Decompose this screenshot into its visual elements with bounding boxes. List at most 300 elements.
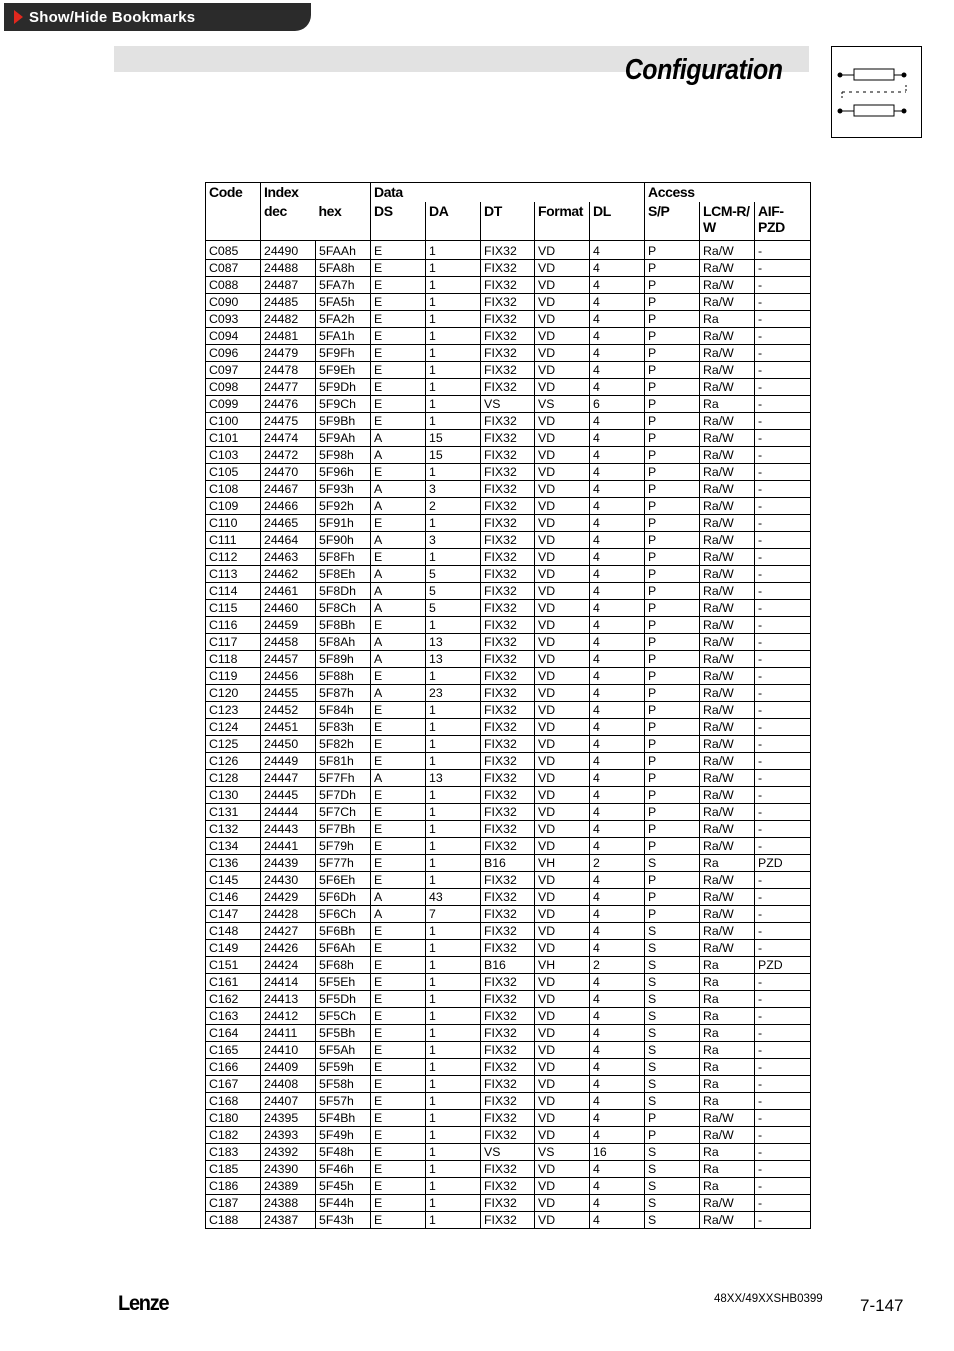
table-cell: FIX32 <box>481 838 535 855</box>
header-da: DA <box>426 202 481 241</box>
table-cell: - <box>755 294 811 311</box>
table-cell: 5FAAh <box>316 241 371 260</box>
table-cell: - <box>755 872 811 889</box>
table-cell: C148 <box>206 923 261 940</box>
table-cell: P <box>645 634 700 651</box>
table-cell: 1 <box>426 1059 481 1076</box>
table-cell: - <box>755 821 811 838</box>
table-cell: C165 <box>206 1042 261 1059</box>
table-cell: 24475 <box>261 413 316 430</box>
table-cell: 24410 <box>261 1042 316 1059</box>
table-cell: VD <box>535 311 590 328</box>
table-cell: C123 <box>206 702 261 719</box>
table-cell: P <box>645 379 700 396</box>
table-cell: 24427 <box>261 923 316 940</box>
table-cell: FIX32 <box>481 294 535 311</box>
table-cell: VS <box>535 396 590 413</box>
table-cell: 5F49h <box>316 1127 371 1144</box>
table-cell: FIX32 <box>481 1212 535 1229</box>
table-row <box>206 889 811 906</box>
table-cell: 4 <box>590 328 645 345</box>
table-cell: A <box>371 481 426 498</box>
table-cell: - <box>755 1008 811 1025</box>
table-cell: A <box>371 498 426 515</box>
header-code: Code <box>206 183 261 203</box>
table-cell: 5F92h <box>316 498 371 515</box>
table-cell: 4 <box>590 566 645 583</box>
table-cell: Ra/W <box>700 770 755 787</box>
table-cell: PZD <box>755 855 811 872</box>
table-cell: VD <box>535 906 590 923</box>
table-cell: 1 <box>426 1127 481 1144</box>
table-cell: C108 <box>206 481 261 498</box>
table-cell: VD <box>535 328 590 345</box>
table-cell: 24455 <box>261 685 316 702</box>
table-cell: FIX32 <box>481 413 535 430</box>
table-cell: Ra/W <box>700 651 755 668</box>
table-cell: VD <box>535 1178 590 1195</box>
table-cell: VD <box>535 1212 590 1229</box>
table-cell: 4 <box>590 787 645 804</box>
table-cell: 24393 <box>261 1127 316 1144</box>
table-body <box>206 241 811 1229</box>
table-cell: 1 <box>426 260 481 277</box>
table-cell: E <box>371 362 426 379</box>
table-cell: VD <box>535 702 590 719</box>
table-cell: FIX32 <box>481 974 535 991</box>
table-cell: 24485 <box>261 294 316 311</box>
table-cell: C097 <box>206 362 261 379</box>
table-cell: C119 <box>206 668 261 685</box>
table-cell: Ra/W <box>700 1195 755 1212</box>
table-cell: 5F48h <box>316 1144 371 1161</box>
table-cell: 24445 <box>261 787 316 804</box>
table-cell: 24466 <box>261 498 316 515</box>
table-cell: - <box>755 1178 811 1195</box>
table-row <box>206 532 811 549</box>
table-cell: 4 <box>590 1025 645 1042</box>
table-cell: 16 <box>590 1144 645 1161</box>
table-cell: 1 <box>426 1093 481 1110</box>
table-cell: E <box>371 345 426 362</box>
table-cell: 5F8Bh <box>316 617 371 634</box>
table-cell: 5F79h <box>316 838 371 855</box>
table-row <box>206 1110 811 1127</box>
table-cell: 1 <box>426 1076 481 1093</box>
table-cell: FIX32 <box>481 1195 535 1212</box>
table-cell: 4 <box>590 277 645 294</box>
table-cell: C131 <box>206 804 261 821</box>
table-cell: - <box>755 549 811 566</box>
table-cell: 24395 <box>261 1110 316 1127</box>
table-cell: 5F88h <box>316 668 371 685</box>
table-row <box>206 396 811 413</box>
table-row <box>206 702 811 719</box>
table-cell: FIX32 <box>481 566 535 583</box>
table-cell: 7 <box>426 906 481 923</box>
table-cell: 1 <box>426 804 481 821</box>
table-cell: PZD <box>755 957 811 974</box>
table-cell: 1 <box>426 940 481 957</box>
table-cell: 5F77h <box>316 855 371 872</box>
table-cell: 5F83h <box>316 719 371 736</box>
table-cell: FIX32 <box>481 430 535 447</box>
table-cell: 1 <box>426 1161 481 1178</box>
table-cell: 24429 <box>261 889 316 906</box>
table-cell: FIX32 <box>481 1127 535 1144</box>
table-cell: VD <box>535 651 590 668</box>
table-row <box>206 583 811 600</box>
table-cell: FIX32 <box>481 447 535 464</box>
table-cell: P <box>645 498 700 515</box>
table-cell: P <box>645 464 700 481</box>
table-cell: C163 <box>206 1008 261 1025</box>
table-cell: VD <box>535 770 590 787</box>
table-cell: - <box>755 651 811 668</box>
table-cell: 3 <box>426 532 481 549</box>
table-row <box>206 600 811 617</box>
table-cell: S <box>645 1212 700 1229</box>
table-cell: 5F81h <box>316 753 371 770</box>
table-cell: 4 <box>590 685 645 702</box>
table-cell: VD <box>535 430 590 447</box>
table-cell: Ra <box>700 1059 755 1076</box>
table-row <box>206 1008 811 1025</box>
table-cell: VD <box>535 362 590 379</box>
table-cell: - <box>755 804 811 821</box>
table-cell: FIX32 <box>481 668 535 685</box>
table-cell: VD <box>535 1195 590 1212</box>
table-cell: - <box>755 498 811 515</box>
table-cell: P <box>645 481 700 498</box>
table-cell: FIX32 <box>481 379 535 396</box>
table-cell: 4 <box>590 719 645 736</box>
table-row <box>206 328 811 345</box>
table-cell: Ra/W <box>700 447 755 464</box>
table-cell: FIX32 <box>481 651 535 668</box>
table-cell: VD <box>535 600 590 617</box>
table-cell: 1 <box>426 396 481 413</box>
table-cell: 4 <box>590 1059 645 1076</box>
header-aif: AIF-PZD <box>755 202 811 241</box>
table-cell: 1 <box>426 311 481 328</box>
table-cell: VS <box>481 1144 535 1161</box>
table-cell: C128 <box>206 770 261 787</box>
table-cell: 24450 <box>261 736 316 753</box>
table-cell: Ra/W <box>700 277 755 294</box>
table-cell: - <box>755 685 811 702</box>
table-cell: 4 <box>590 651 645 668</box>
table-cell: S <box>645 1093 700 1110</box>
table-cell: C146 <box>206 889 261 906</box>
table-cell: 4 <box>590 702 645 719</box>
table-cell: S <box>645 923 700 940</box>
table-cell: S <box>645 1076 700 1093</box>
table-cell: C183 <box>206 1144 261 1161</box>
table-cell: E <box>371 277 426 294</box>
table-row <box>206 821 811 838</box>
table-cell: E <box>371 702 426 719</box>
table-cell: P <box>645 430 700 447</box>
table-cell: 24413 <box>261 991 316 1008</box>
table-cell: VD <box>535 1161 590 1178</box>
table-cell: VD <box>535 294 590 311</box>
table-cell: - <box>755 277 811 294</box>
table-cell: 4 <box>590 1178 645 1195</box>
table-row <box>206 1144 811 1161</box>
table-row <box>206 940 811 957</box>
table-cell: VD <box>535 872 590 889</box>
table-cell: C167 <box>206 1076 261 1093</box>
table-cell: - <box>755 753 811 770</box>
table-cell: C151 <box>206 957 261 974</box>
table-cell: 5F96h <box>316 464 371 481</box>
table-cell: FIX32 <box>481 532 535 549</box>
table-cell: S <box>645 1144 700 1161</box>
table-cell: E <box>371 1144 426 1161</box>
table-cell: VD <box>535 549 590 566</box>
table-cell: - <box>755 396 811 413</box>
table-cell: FIX32 <box>481 311 535 328</box>
table-cell: E <box>371 1212 426 1229</box>
table-cell: 1 <box>426 345 481 362</box>
table-cell: FIX32 <box>481 753 535 770</box>
table-cell: 24481 <box>261 328 316 345</box>
table-cell: VD <box>535 838 590 855</box>
table-cell: FIX32 <box>481 821 535 838</box>
table-cell: 4 <box>590 241 645 260</box>
table-cell: E <box>371 668 426 685</box>
table-cell: Ra/W <box>700 1127 755 1144</box>
table-cell: P <box>645 821 700 838</box>
table-row <box>206 430 811 447</box>
table-cell: FIX32 <box>481 549 535 566</box>
table-cell: FIX32 <box>481 481 535 498</box>
table-cell: VD <box>535 821 590 838</box>
table-cell: C126 <box>206 753 261 770</box>
table-cell: A <box>371 447 426 464</box>
table-cell: C132 <box>206 821 261 838</box>
table-cell: VS <box>535 1144 590 1161</box>
document-id: 48XX/49XXSHB0399 <box>714 1293 823 1305</box>
table-cell: E <box>371 872 426 889</box>
table-cell: VD <box>535 634 590 651</box>
table-row <box>206 1042 811 1059</box>
table-cell: - <box>755 1110 811 1127</box>
page-title: Configuration <box>625 54 783 86</box>
table-cell: C088 <box>206 277 261 294</box>
table-cell: 24424 <box>261 957 316 974</box>
table-cell: C085 <box>206 241 261 260</box>
table-cell: FIX32 <box>481 1008 535 1025</box>
table-cell: Ra/W <box>700 464 755 481</box>
table-cell: 24407 <box>261 1093 316 1110</box>
table-row <box>206 974 811 991</box>
table-cell: VD <box>535 277 590 294</box>
table-cell: C103 <box>206 447 261 464</box>
table-cell: FIX32 <box>481 1178 535 1195</box>
table-cell: E <box>371 787 426 804</box>
table-cell: 24461 <box>261 583 316 600</box>
table-cell: 5 <box>426 566 481 583</box>
table-row <box>206 617 811 634</box>
table-cell: 1 <box>426 702 481 719</box>
table-cell: Ra/W <box>700 413 755 430</box>
table-cell: A <box>371 583 426 600</box>
table-cell: C120 <box>206 685 261 702</box>
table-cell: VD <box>535 1025 590 1042</box>
table-cell: - <box>755 1025 811 1042</box>
table-cell: 24487 <box>261 277 316 294</box>
table-cell: 5F9Fh <box>316 345 371 362</box>
table-cell: 5F6Ah <box>316 940 371 957</box>
table-cell: E <box>371 719 426 736</box>
table-cell: C187 <box>206 1195 261 1212</box>
table-cell: VD <box>535 583 590 600</box>
table-cell: P <box>645 736 700 753</box>
table-cell: 4 <box>590 311 645 328</box>
table-cell: 2 <box>426 498 481 515</box>
table-cell: - <box>755 515 811 532</box>
table-cell: FIX32 <box>481 277 535 294</box>
table-cell: 1 <box>426 923 481 940</box>
table-cell: VD <box>535 753 590 770</box>
table-cell: C112 <box>206 549 261 566</box>
table-cell: 5F6Eh <box>316 872 371 889</box>
table-cell: 5F5Eh <box>316 974 371 991</box>
table-cell: P <box>645 889 700 906</box>
table-cell: FIX32 <box>481 906 535 923</box>
table-cell: A <box>371 906 426 923</box>
table-cell: S <box>645 940 700 957</box>
table-cell: - <box>755 923 811 940</box>
table-cell: P <box>645 277 700 294</box>
table-cell: FIX32 <box>481 464 535 481</box>
table-cell: Ra/W <box>700 1212 755 1229</box>
table-cell: 24476 <box>261 396 316 413</box>
table-cell: C090 <box>206 294 261 311</box>
table-cell: - <box>755 1076 811 1093</box>
table-cell: 1 <box>426 838 481 855</box>
table-cell: B16 <box>481 957 535 974</box>
table-cell: P <box>645 753 700 770</box>
table-cell: Ra/W <box>700 345 755 362</box>
table-cell: P <box>645 413 700 430</box>
table-cell: Ra/W <box>700 634 755 651</box>
show-hide-bookmarks-button[interactable] <box>4 3 311 31</box>
table-cell: VD <box>535 923 590 940</box>
table-row <box>206 379 811 396</box>
table-cell: A <box>371 566 426 583</box>
table-cell: 5F9Bh <box>316 413 371 430</box>
table-cell: 24482 <box>261 311 316 328</box>
table-row <box>206 957 811 974</box>
table-cell: Ra/W <box>700 498 755 515</box>
table-cell: P <box>645 566 700 583</box>
table-row <box>206 651 811 668</box>
table-cell: 4 <box>590 617 645 634</box>
table-cell: 24439 <box>261 855 316 872</box>
table-cell: P <box>645 702 700 719</box>
table-cell: 5F6Dh <box>316 889 371 906</box>
table-cell: Ra/W <box>700 583 755 600</box>
table-cell: E <box>371 991 426 1008</box>
table-cell: Ra/W <box>700 328 755 345</box>
table-cell: 24470 <box>261 464 316 481</box>
table-cell: FIX32 <box>481 1161 535 1178</box>
table-cell: 4 <box>590 1093 645 1110</box>
table-cell: VD <box>535 974 590 991</box>
table-cell: S <box>645 1042 700 1059</box>
header-data: Data <box>371 183 645 203</box>
table-cell: VD <box>535 498 590 515</box>
table-cell: FIX32 <box>481 328 535 345</box>
table-cell: VD <box>535 447 590 464</box>
table-cell: 5F45h <box>316 1178 371 1195</box>
table-cell: VD <box>535 787 590 804</box>
table-cell: E <box>371 1195 426 1212</box>
table-cell: E <box>371 821 426 838</box>
table-cell: VD <box>535 379 590 396</box>
table-cell: 13 <box>426 651 481 668</box>
table-cell: 4 <box>590 379 645 396</box>
table-cell: Ra/W <box>700 294 755 311</box>
configuration-table <box>205 182 811 1229</box>
table-row <box>206 1059 811 1076</box>
table-cell: - <box>755 328 811 345</box>
table-cell: 5F46h <box>316 1161 371 1178</box>
table-cell: E <box>371 1127 426 1144</box>
table-cell: A <box>371 685 426 702</box>
table-cell: 24426 <box>261 940 316 957</box>
table-cell: A <box>371 889 426 906</box>
table-cell: 24477 <box>261 379 316 396</box>
table-cell: 4 <box>590 481 645 498</box>
table-cell: 4 <box>590 889 645 906</box>
table-cell: Ra/W <box>700 821 755 838</box>
table-cell: 24392 <box>261 1144 316 1161</box>
table-cell: 13 <box>426 634 481 651</box>
table-cell: - <box>755 583 811 600</box>
table-cell: - <box>755 600 811 617</box>
table-cell: E <box>371 260 426 277</box>
table-cell: 24488 <box>261 260 316 277</box>
table-cell: P <box>645 345 700 362</box>
table-cell: 4 <box>590 532 645 549</box>
table-cell: 1 <box>426 668 481 685</box>
table-row <box>206 498 811 515</box>
header-sp: S/P <box>645 202 700 241</box>
table-cell: 4 <box>590 600 645 617</box>
table-cell: 5F98h <box>316 447 371 464</box>
table-cell: E <box>371 413 426 430</box>
table-cell: C149 <box>206 940 261 957</box>
table-cell: P <box>645 719 700 736</box>
table-cell: C101 <box>206 430 261 447</box>
header-hex: hex <box>316 202 371 241</box>
table-cell: 13 <box>426 770 481 787</box>
table-row <box>206 362 811 379</box>
table-cell: FIX32 <box>481 702 535 719</box>
table-cell: E <box>371 515 426 532</box>
header-format: Format <box>535 202 590 241</box>
table-cell: Ra/W <box>700 804 755 821</box>
table-cell: 24408 <box>261 1076 316 1093</box>
table-cell: - <box>755 668 811 685</box>
table-cell: C118 <box>206 651 261 668</box>
table-cell: E <box>371 957 426 974</box>
table-cell: - <box>755 1042 811 1059</box>
